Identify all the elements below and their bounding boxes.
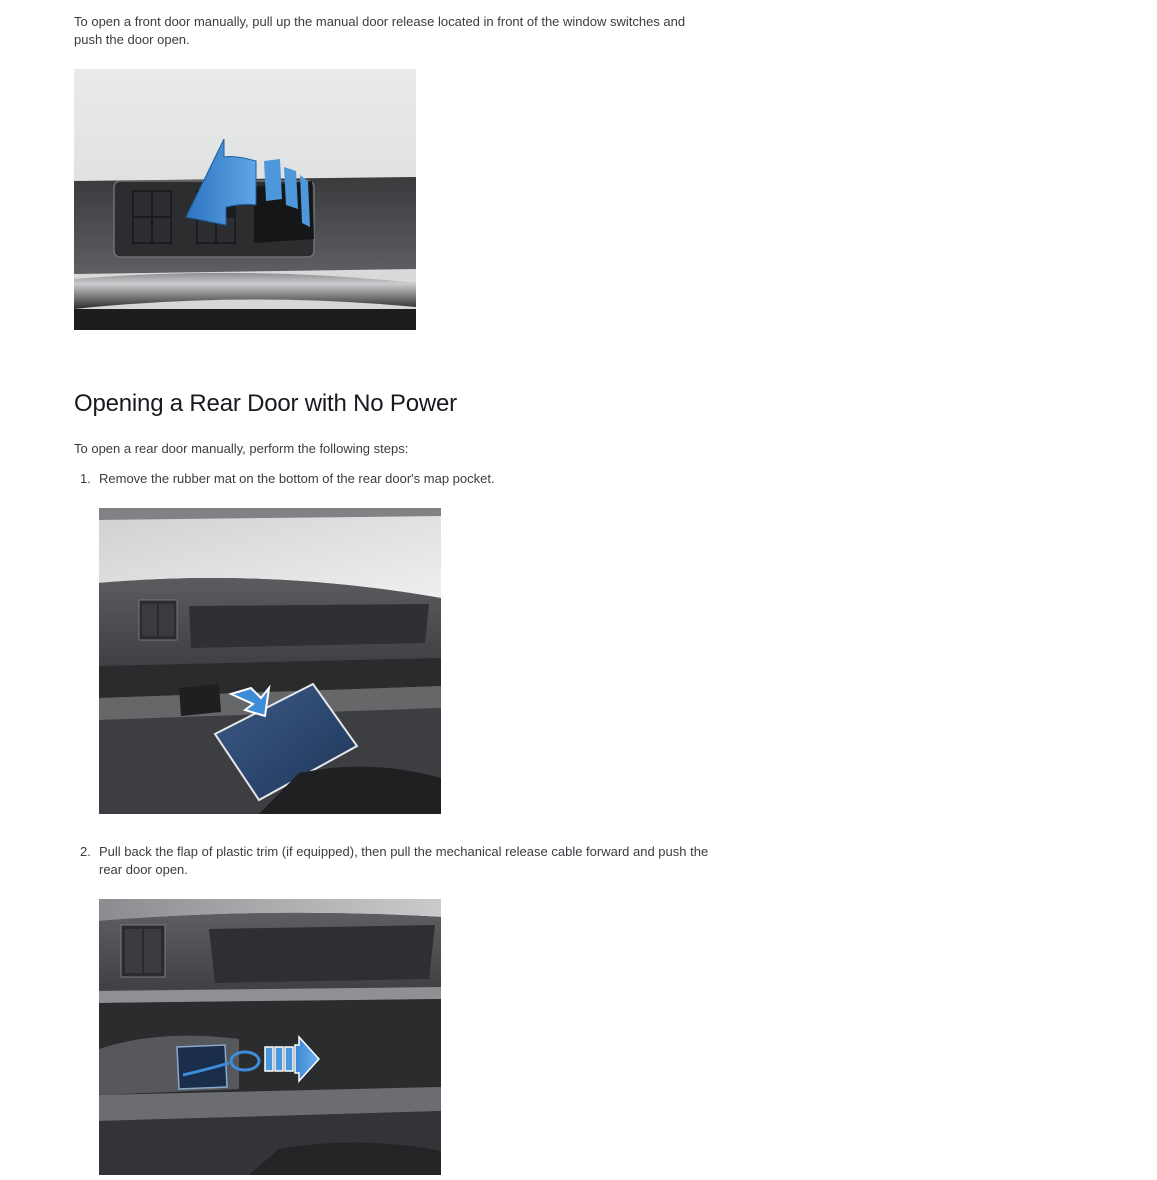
release-cable-illustration xyxy=(99,899,441,1175)
list-item xyxy=(74,470,734,490)
step-number: 1. xyxy=(80,471,91,486)
front-door-release-illustration xyxy=(74,69,416,330)
list-item xyxy=(74,843,734,883)
step-text: Remove the rubber mat on the bottom of the rear door's map pocket. xyxy=(99,471,495,486)
section-title: Opening a Rear Door with No Power xyxy=(74,390,457,417)
front-door-instructions: To open a front door manually, pull up the manual door release located in front of the window switches and push the door open. xyxy=(74,14,686,47)
step-text: Pull back the flap of plastic trim (if equipped), then pull the mechanical release cable forward and push the rear door open. xyxy=(99,844,709,877)
rear-door-steps-intro: To open a rear door manually, perform the following steps: xyxy=(74,441,409,456)
step-number: 2. xyxy=(80,844,91,859)
map-pocket-mat-illustration xyxy=(99,508,441,814)
